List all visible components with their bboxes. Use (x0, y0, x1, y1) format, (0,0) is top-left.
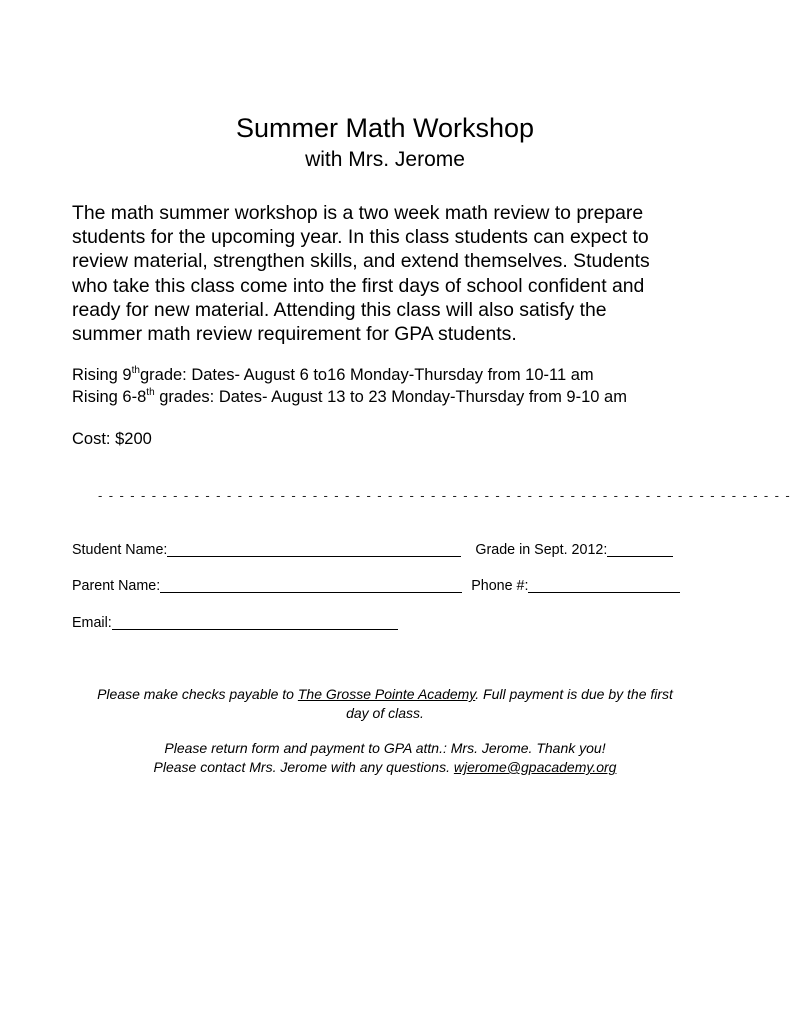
schedule-grade: Rising 6-8 (72, 388, 147, 406)
form-row-email (72, 613, 398, 633)
schedule-block (72, 364, 732, 408)
schedule-dates: grades: Dates- August 13 to 23 Monday-Thursday from 9-10 am (154, 388, 627, 406)
intro-line: who take this class come into the first days of school confident and (72, 274, 645, 297)
cost-text: Cost: $200 (72, 430, 152, 448)
schedule-grade: Rising 9 (72, 366, 132, 384)
intro-line: review material, strengthen skills, and extend themselves. Students (72, 250, 650, 273)
ordinal-suffix: th (146, 386, 155, 398)
intro-line: The math summer workshop is a two week math review to prepare (72, 202, 644, 224)
cut-line-divider: - - - - - - - - - - - - - - - - - - - - - - - - - - - - - - - - - - - - - - - - - - - - - - - - - - - - - - - - - - - - - - - - - (98, 488, 791, 503)
page-title: Summer Math Workshop (235, 113, 535, 143)
contact-note-text: Please contact Mrs. Jerome with any questions. (153, 759, 454, 775)
intro-paragraph (72, 201, 712, 346)
email-label: Email: (72, 615, 112, 631)
payment-note-line: day of class. (346, 705, 424, 721)
parent-name-field[interactable] (160, 577, 462, 593)
phone-field[interactable] (528, 577, 680, 593)
payment-note-text: Please make checks payable to (97, 686, 298, 702)
parent-name-label: Parent Name: (72, 578, 161, 594)
intro-line: students for the upcoming year. In this class students can expect to (72, 226, 649, 249)
ordinal-suffix: th (131, 364, 140, 376)
form-row-student (72, 540, 673, 560)
student-name-label: Student Name: (72, 542, 168, 558)
return-note (60, 739, 710, 777)
contact-note-line (60, 758, 710, 777)
schedule-dates: grade: Dates- August 6 to16 Monday-Thursday from 10-11 am (139, 366, 594, 384)
form-row-parent (72, 576, 680, 596)
student-name-field[interactable] (167, 541, 461, 557)
contact-email-link[interactable]: wjerome@gpacademy.org (453, 759, 617, 775)
intro-line: summer math review requirement for GPA students. (72, 323, 517, 346)
return-note-line: Please return form and payment to GPA attn.: Mrs. Jerome. Thank you! (164, 740, 606, 756)
grade-field[interactable] (607, 541, 673, 557)
email-field[interactable] (112, 614, 398, 630)
grade-label: Grade in Sept. 2012: (475, 542, 608, 558)
schedule-line-grade-9 (72, 364, 732, 386)
intro-line: ready for new material. Attending this class will also satisfy the (72, 298, 607, 321)
page-subtitle: with Mrs. Jerome (305, 148, 465, 171)
payee-name: The Grosse Pointe Academy (297, 686, 476, 702)
payment-note (60, 685, 710, 723)
schedule-line-grades-6-8 (72, 386, 732, 408)
payment-note-text: . Full payment is due by the first (475, 686, 673, 702)
payment-note-line (60, 685, 710, 704)
phone-label: Phone #: (471, 578, 529, 594)
